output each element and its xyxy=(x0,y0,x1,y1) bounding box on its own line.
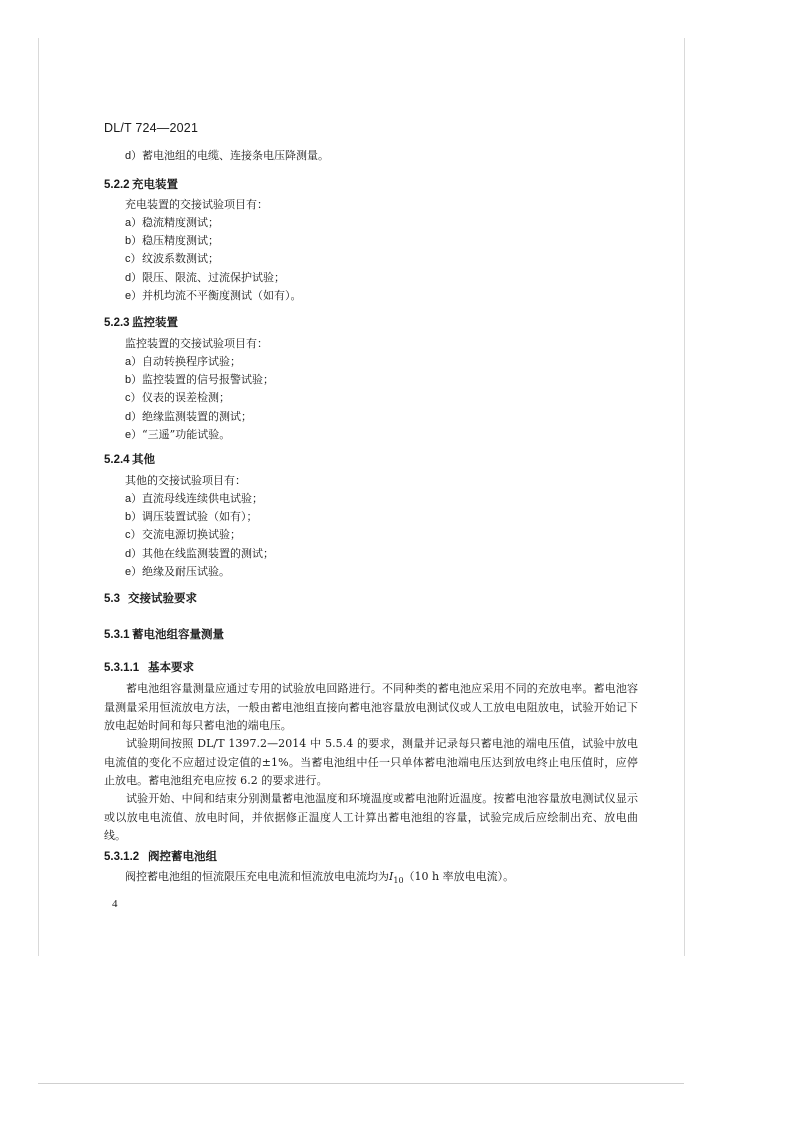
list-item xyxy=(125,545,274,563)
list-text: 监控装置的信号报警试验； xyxy=(142,373,274,387)
list-text: 并机均流不平衡度测试（如有）。 xyxy=(142,288,302,302)
list-marker: e） xyxy=(125,428,143,441)
list-item xyxy=(125,426,274,444)
paragraph-text: 阀控蓄电池组的恒流限压充电电流和恒流放电电流均为 xyxy=(125,870,389,883)
paragraph: 试验开始、中间和结束分别测量蓄电池温度和环境温度或蓄电池附近温度。按蓄电池容量放电测试仪显示或以放电电流值、放电时间，并依据修正温度人工计算出蓄电池组的容量，试验完成后应绘制出充、放电曲线。 xyxy=(104,792,638,842)
section-title: 监控装置 xyxy=(132,317,178,329)
list-5-2-2 xyxy=(125,214,302,305)
list-marker: b） xyxy=(125,374,143,387)
section-number: 5.3 xyxy=(104,593,120,605)
list-marker: b） xyxy=(125,511,143,524)
list-item xyxy=(125,250,302,268)
list-marker: c） xyxy=(125,529,142,542)
list-text: 直流母线连续供电试验； xyxy=(142,492,263,505)
section-heading-5-2-4 xyxy=(104,451,155,467)
section-number: 5.3.1.2 xyxy=(104,851,140,863)
list-item xyxy=(125,389,274,407)
section-number: 5.3.1.1 xyxy=(104,662,140,674)
paragraph: 试验期间按照 DL/T 1397.2—2014 中 5.5.4 的要求，测量并记录每只蓄电池的端电压值，试验中放电电流值的变化不应超过设定值的±1%。当蓄电池组中任一只单体蓄电池端电压达到放电终止电压值时，应停止放电。蓄电池组充电应按 6.2 的要求进行。 xyxy=(104,737,638,787)
section-number: 5.2.3 xyxy=(104,317,130,329)
section-title: 基本要求 xyxy=(148,662,194,674)
list-text: 纹波系数测试； xyxy=(142,252,219,266)
section-title: 交接试验要求 xyxy=(128,593,197,605)
list-text: 其他在线监测装置的测试； xyxy=(142,546,274,560)
list-marker: a） xyxy=(125,217,143,229)
list-text: 绝缘及耐压试验。 xyxy=(142,564,230,578)
list-marker: d） xyxy=(125,547,143,560)
section-heading-5-3-1 xyxy=(104,626,224,642)
list-marker: d） xyxy=(125,410,143,423)
section-heading-5-3-1-2 xyxy=(104,848,217,864)
page-border-right xyxy=(684,38,685,956)
list-text: 交流电源切换试验； xyxy=(142,528,241,542)
section-intro: 充电装置的交接试验项目有： xyxy=(125,198,268,211)
list-item xyxy=(125,232,302,250)
section-number: 5.2.4 xyxy=(104,454,130,466)
list-item xyxy=(125,526,274,544)
list-text: 蓄电池组的电缆、连接条电压降测量。 xyxy=(142,149,329,162)
list-marker: a） xyxy=(125,493,143,505)
section-number: 5.2.2 xyxy=(104,179,130,191)
list-item xyxy=(125,214,302,232)
list-text: 自动转换程序试验； xyxy=(142,355,241,368)
section-number: 5.3.1 xyxy=(104,629,130,641)
document-id: DL/T 724—2021 xyxy=(104,121,199,135)
list-marker: d） xyxy=(125,271,143,284)
section-intro: 其他的交接试验项目有： xyxy=(125,474,246,487)
list-text: 仪表的误差检测； xyxy=(142,391,230,405)
list-item xyxy=(125,490,274,508)
list-item xyxy=(125,408,274,426)
paragraph-text: （10 h 率放电电流）。 xyxy=(403,870,515,883)
list-item xyxy=(125,508,274,526)
list-marker: c） xyxy=(125,253,142,266)
section-title: 其他 xyxy=(132,454,155,466)
paragraph xyxy=(125,869,514,889)
list-item xyxy=(125,371,274,389)
list-text: 限压、限流、过流保护试验； xyxy=(142,270,285,284)
list-5-2-3 xyxy=(125,353,274,444)
section-title: 充电装置 xyxy=(132,179,178,191)
current-symbol: I xyxy=(389,870,394,883)
list-item xyxy=(125,287,302,305)
section-title: 蓄电池组容量测量 xyxy=(132,629,224,641)
current-symbol-subscript: 10 xyxy=(393,876,404,886)
list-marker: e） xyxy=(125,289,143,302)
section-heading-5-2-3 xyxy=(104,314,178,330)
list-item xyxy=(125,563,274,581)
list-marker: a） xyxy=(125,356,143,368)
section-heading-5-3-1-1 xyxy=(104,659,194,675)
list-marker: d） xyxy=(125,150,143,162)
list-item xyxy=(125,353,274,371)
section-heading-5-3 xyxy=(104,590,197,606)
list-text: “三遥”功能试验。 xyxy=(142,427,231,441)
list-marker: b） xyxy=(125,235,143,248)
section-title: 阀控蓄电池组 xyxy=(148,851,217,863)
paragraph: 蓄电池组容量测量应通过专用的试验放电回路进行。不同种类的蓄电池应采用不同的充放电率。蓄电池容量测量采用恒流放电方法，一般由蓄电池组直接向蓄电池容量放电测试仪或人工放电电阻放电，试验开始记下放电起始时间和每只蓄电池的端电压。 xyxy=(104,682,638,732)
section-heading-5-2-2 xyxy=(104,176,178,192)
section-intro: 监控装置的交接试验项目有： xyxy=(125,337,268,350)
list-text: 稳压精度测试； xyxy=(142,234,219,248)
list-marker: c） xyxy=(125,392,142,405)
list-marker: e） xyxy=(125,565,143,578)
page-border-bottom xyxy=(38,1083,684,1084)
list-item xyxy=(125,269,302,287)
list-text: 绝缘监测装置的测试； xyxy=(142,409,252,423)
list-5-2-4 xyxy=(125,490,274,581)
list-text: 调压装置试验（如有）； xyxy=(142,510,258,524)
page-border-left xyxy=(38,38,39,956)
list-item xyxy=(125,148,329,164)
list-text: 稳流精度测试； xyxy=(142,216,219,229)
page-number: 4 xyxy=(112,898,118,910)
